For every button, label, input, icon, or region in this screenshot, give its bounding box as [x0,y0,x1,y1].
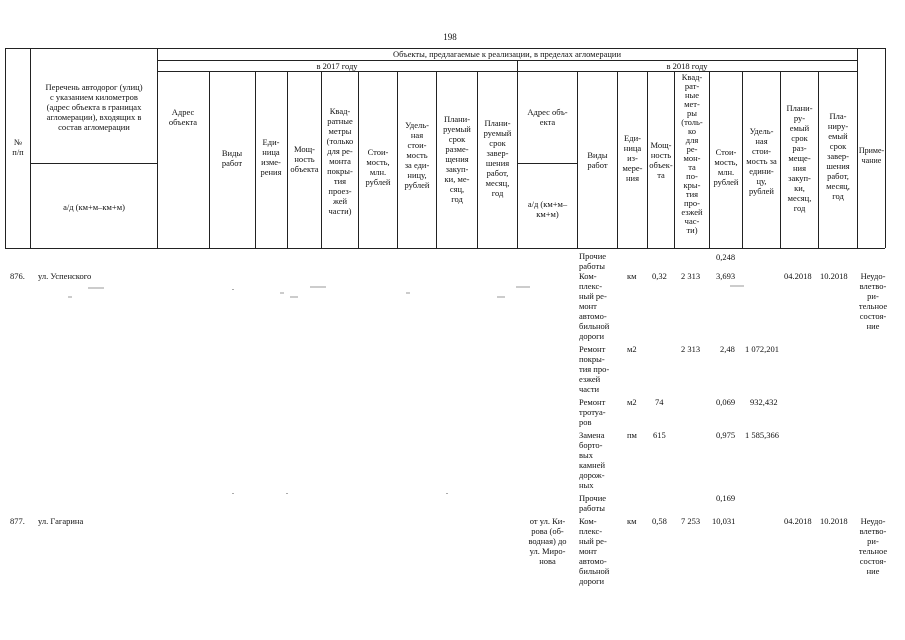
pre-cost-876: 0,248 [716,252,736,262]
header-ad-km: а/д (км+м–км+м) [63,202,125,212]
end-date: 10.2018 [820,516,848,526]
cost: 10,031 [712,516,736,526]
page-number: 198 [443,32,457,42]
unit-cost: 1 585,366 [745,430,779,440]
cost: 0,069 [716,397,736,407]
col2017-address: Адрес объекта [168,107,198,127]
sqm: 2 313 [681,271,701,281]
sqm: 2 313 [681,344,701,354]
works-item: Ком- плекс- ный ре- монт автомо- бильной дороги [579,271,610,341]
col2017-sqm: Квад- ратные метры (только для ре- монта покры- тия проез- жей части) [326,106,354,216]
pre-cost-877: 0,169 [716,493,736,503]
col2017-plan-procurement: Плани- руемый срок разме- щения закуп- ки, ме- сяц, год [443,114,471,204]
col2018-plan-end: Пла- ниру- емый срок завер- шения работ, месяц, год [826,111,850,201]
works-item: Ремонт покры- тия про- езжей части [579,344,610,394]
row-no: 877. [10,516,25,526]
col2018-plan-procurement: Плани- ру- емый срок раз- меще- ния закуп- ки, месяц, год [786,103,813,213]
pre-works-877: Прочие работы [579,493,607,513]
col2018-cost: Стои- мость, млн. рублей [713,147,739,187]
cost: 3,693 [716,271,736,281]
street-name: ул. Гагарина [38,516,84,526]
header-note: Приме- чание [858,146,885,165]
col2018-power: Мощ- ность объек- та [649,140,673,180]
object-address: от ул. Ки- рова (об- водная) до ул. Миро- нова [528,516,567,566]
col2017-unit: Еди- ница изме- рения [260,137,282,177]
note: Неудо- влетво- ри- тельное состоя- ние [858,516,888,576]
unit-cost: 932,432 [750,397,778,407]
header-year-2018: в 2018 году [666,61,708,71]
col2018-ad-km: а/д (км+м– км+м) [527,199,568,219]
header-objects: Объекты, предлагаемые к реализации, в пределах агломерации [392,49,622,59]
pre-works-876: Прочие работы [579,251,607,271]
header-list-roads: Перечень автодорог (улиц) с указанием километров (адрес объекта в границах агломерации), входящих в состав агломерации [45,82,143,132]
unit-cost: 1 072,201 [745,344,779,354]
header-year-2017: в 2017 году [316,61,358,71]
end-date: 10.2018 [820,271,848,281]
col2018-sqm: Квад- рат- ные мет- ры (толь- ко для ре- мон- та по- кры- тия про- езжей час- ти) [681,72,703,235]
sqm: 7 253 [681,516,701,526]
note: Неудо- влетво- ри- тельное состоя- ние [858,271,888,331]
unit: км [627,271,637,281]
power: 615 [653,430,666,440]
col2018-works: Виды работ [587,150,608,170]
cost: 2,48 [720,344,735,354]
col2018-unit-cost: Удель- ная стои- мость за едини- цу, рублей [746,126,777,196]
header-no: № п/п [12,137,24,157]
unit: м2 [627,397,637,407]
procurement-date: 04.2018 [784,516,812,526]
col2017-unit-cost: Удель- ная стои- мость за еди- ницу, рублей [404,120,430,190]
works-item: Замена борто- вых камней дорож- ных [579,430,606,490]
unit: м2 [627,344,637,354]
col2017-works: Виды работ [221,148,243,168]
unit: пм [627,430,637,440]
works-item: Ремонт тротуа- ров [579,397,606,427]
power: 0,32 [652,271,667,281]
power: 0,58 [652,516,667,526]
power: 74 [655,397,664,407]
procurement-date: 04.2018 [784,271,812,281]
row-no: 876. [10,271,25,281]
street-name: ул. Успенского [38,271,92,281]
works-item: Ком- плекс- ный ре- монт автомо- бильной дороги [579,516,610,586]
cost: 0,975 [716,430,736,440]
col2017-plan-end: Плани- руемый срок завер- шения работ, месяц, год [483,118,512,198]
col2017-power: Мощ- ность объекта [290,144,319,174]
col2018-unit: Еди- ница из- мере- ния [622,133,643,183]
unit: км [627,516,637,526]
col2017-cost: Стои- мость, млн. рублей [365,147,391,187]
col2018-address: Адрес объ- екта [527,107,568,127]
